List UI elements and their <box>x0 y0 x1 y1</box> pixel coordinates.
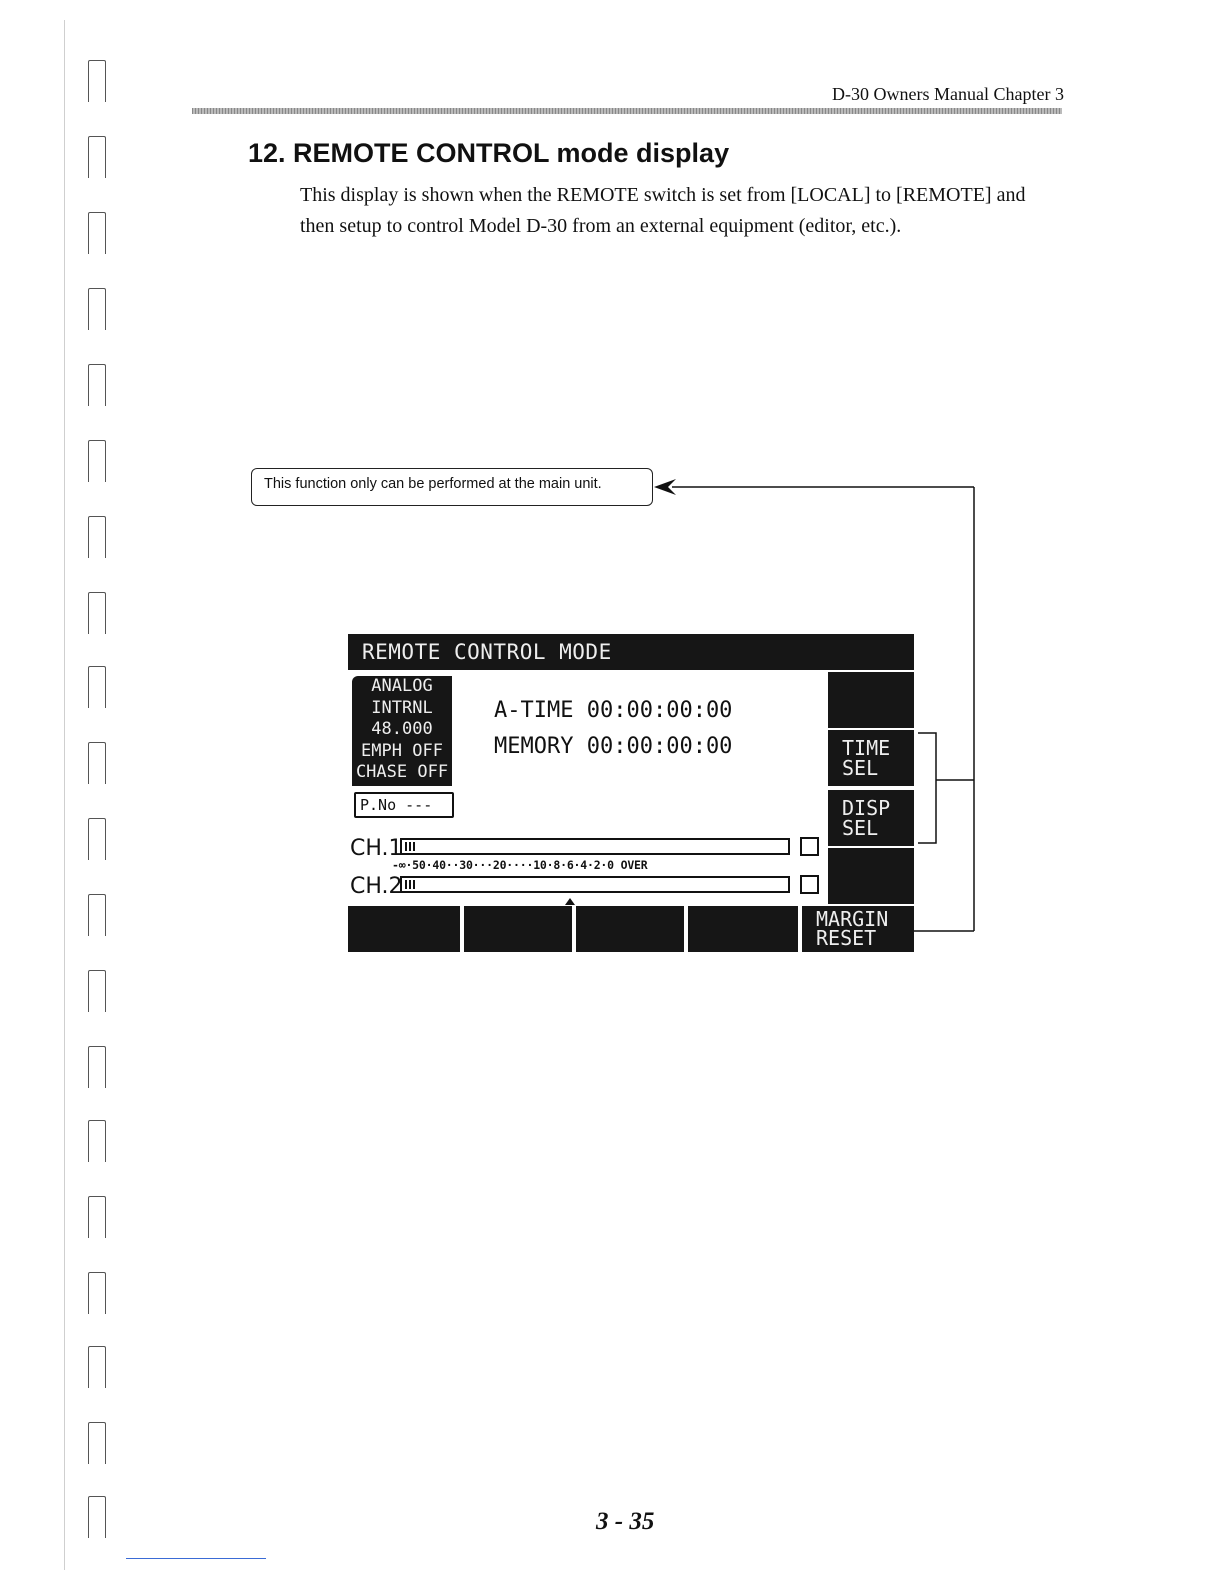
program-number-box: P.No --- <box>354 792 454 818</box>
footer-rule <box>126 1558 266 1559</box>
margin-reset-label-2: RESET <box>816 926 877 950</box>
ch1-over-indicator <box>800 837 819 856</box>
punch-hole <box>88 212 106 254</box>
status-input: ANALOG <box>371 676 433 696</box>
punch-hole <box>88 970 106 1012</box>
disp-sel-button[interactable] <box>828 790 914 846</box>
punch-hole <box>88 818 106 860</box>
binder-line <box>64 20 65 1570</box>
punch-hole <box>88 1272 106 1314</box>
disp-sel-label-1: DISP <box>842 796 891 820</box>
function-key-1[interactable] <box>348 906 460 952</box>
lcd-title-bar: REMOTE CONTROL MODE <box>348 634 914 670</box>
ch2-label: CH.2 <box>350 874 403 899</box>
memory-label: MEMORY <box>494 734 574 759</box>
punch-hole <box>88 136 106 178</box>
function-key-2[interactable] <box>464 906 572 952</box>
punch-hole <box>88 1120 106 1162</box>
section-title: 12. REMOTE CONTROL mode display <box>248 138 730 168</box>
punch-hole <box>88 666 106 708</box>
status-clock: INTRNL <box>371 697 433 718</box>
meter-scale: -∞·50·40··30···20····10·8·6·4·2·0 OVER <box>392 858 648 872</box>
softkey-blank-bottom[interactable] <box>828 848 914 904</box>
time-sel-label-1: TIME <box>842 736 891 760</box>
status-panel <box>352 676 452 786</box>
lcd-display <box>348 634 914 952</box>
margin-marker-icon <box>565 898 575 905</box>
margin-reset-button[interactable] <box>802 906 914 952</box>
section-intro <box>300 180 1080 242</box>
punch-hole <box>88 1496 106 1538</box>
memory-row <box>494 734 732 759</box>
a-time-row <box>494 698 732 723</box>
function-key-3[interactable] <box>576 906 684 952</box>
punch-hole <box>88 592 106 634</box>
ch2-over-indicator <box>800 875 819 894</box>
punch-hole <box>88 1046 106 1088</box>
status-emphasis: EMPH OFF <box>361 740 443 761</box>
callout-note: This function only can be performed at the main unit. <box>251 468 653 506</box>
ch1-label: CH.1 <box>350 836 403 861</box>
ch1-level-meter <box>400 838 790 855</box>
punch-hole <box>88 1196 106 1238</box>
punch-hole <box>88 894 106 936</box>
arrow-head-icon <box>654 479 676 495</box>
status-sample-rate: 48.000 <box>371 719 433 739</box>
page-number: 3 - 35 <box>596 1508 655 1535</box>
intro-line-1: This display is shown when the REMOTE switch is set from [LOCAL] to [REMOTE] and <box>300 184 1026 206</box>
punch-hole <box>88 742 106 784</box>
binder-holes <box>0 0 140 1584</box>
intro-line-2: then setup to control Model D-30 from an external equipment (editor, etc.). <box>300 215 902 237</box>
punch-hole <box>88 60 106 102</box>
status-chase: CHASE OFF <box>355 762 449 782</box>
function-key-4[interactable] <box>688 906 798 952</box>
punch-hole <box>88 364 106 406</box>
punch-hole <box>88 440 106 482</box>
a-time-value: 00:00:00:00 <box>586 698 733 723</box>
function-key-row <box>348 906 914 952</box>
header-rule <box>192 108 1062 114</box>
a-time-label: A-TIME <box>494 698 574 723</box>
punch-hole <box>88 1346 106 1388</box>
bracket-icon <box>918 733 936 843</box>
ch2-level-meter <box>400 876 790 893</box>
punch-hole <box>88 516 106 558</box>
running-header: D-30 Owners Manual Chapter 3 <box>832 84 1064 104</box>
ch2-level-fill <box>405 880 416 889</box>
time-sel-label-2: SEL <box>842 756 879 780</box>
softkey-column <box>828 672 914 904</box>
time-sel-button[interactable] <box>828 730 914 786</box>
disp-sel-label-2: SEL <box>842 816 879 840</box>
ch1-level-fill <box>405 842 416 851</box>
memory-value: 00:00:00:00 <box>586 734 733 759</box>
margin-reset-label-1: MARGIN <box>816 907 889 931</box>
softkey-blank-top[interactable] <box>828 672 914 728</box>
punch-hole <box>88 288 106 330</box>
punch-hole <box>88 1422 106 1464</box>
